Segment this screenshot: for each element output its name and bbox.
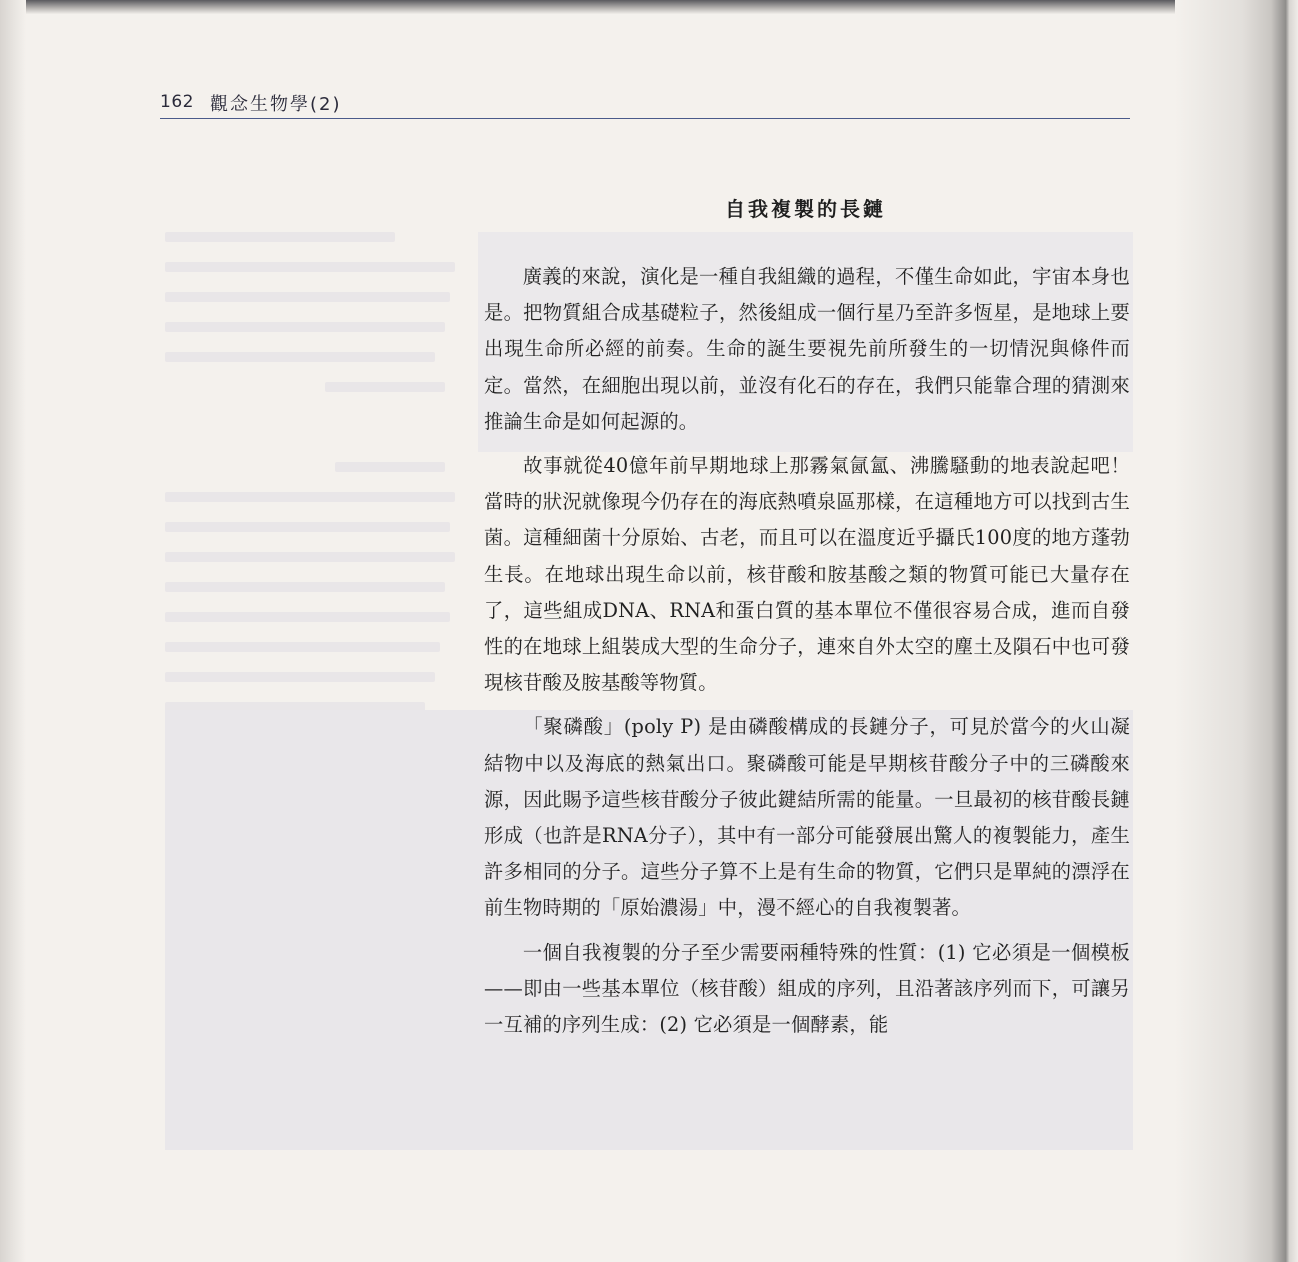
paragraph: [484, 709, 1130, 926]
section-title: 自我複製的長鏈: [725, 197, 886, 221]
show-through-sidebar: [165, 232, 465, 702]
book-gutter: [1175, 0, 1298, 1262]
paragraph: [484, 448, 1130, 701]
paragraph-text: 一個自我複製的分子至少需要兩種特殊的性質：(1) 它必須是一個模板——即由一些基本單位（核苷酸）組成的序列，且沿著該序列而下，可讓另一互補的序列生成：(2) 它必須是一個酵素，能: [484, 940, 1130, 1037]
paragraph-text: 廣義的來說，演化是一種自我組織的過程，不僅生命如此，宇宙本身也是。把物質組合成基礎粒子，然後組成一個行星乃至許多恆星，是地球上要出現生命所必經的前奏。生命的誕生要視先前所發生的一切情況與條件而定。當然，在細胞出現以前，並沒有化石的存在，我們只能靠合理的猜測來推論生命是如何起源的。: [484, 265, 1130, 433]
paragraph: [484, 935, 1130, 1044]
paragraph-text: 「聚磷酸」(poly P) 是由磷酸構成的長鏈分子，可見於當今的火山凝結物中以及海底的熱氣出口。聚磷酸可能是早期核苷酸分子中的三磷酸來源，因此賜予這些核苷酸分子彼此鍵結所需的能量。一旦最初的核苷酸長鏈形成（也許是RNA分子），其中有一部分可能發展出驚人的複製能力，產生許多相同的分子。這些分子算不上是有生命的物質，它們只是單純的漂浮在前生物時期的「原始濃湯」中，漫不經心的自我複製著。: [484, 715, 1130, 920]
paragraph-text: 故事就從40億年前早期地球上那霧氣氤氳、沸騰騷動的地表說起吧！當時的狀況就像現今仍存在的海底熱噴泉區那樣，在這種地方可以找到古生菌。這種細菌十分原始、古老，而且可以在溫度近乎攝氏100度的地方蓬勃生長。在地球出現生命以前，核苷酸和胺基酸之類的物質可能已大量存在了，這些組成DNA、RNA和蛋白質的基本單位不僅很容易合成，進而自發性的在地球上組裝成大型的生命分子，連來自外太空的塵土及隕石中也可發現核苷酸及胺基酸等物質。: [484, 454, 1130, 695]
header-rule: [160, 118, 1130, 119]
page-left-edge: [0, 0, 26, 1262]
body-text: [484, 259, 1130, 1051]
running-title: 觀念生物學(2): [210, 94, 342, 115]
paragraph: [484, 259, 1130, 440]
page-top-edge: [0, 0, 1298, 14]
page-number: 162: [160, 92, 194, 112]
running-header: [160, 88, 1130, 118]
